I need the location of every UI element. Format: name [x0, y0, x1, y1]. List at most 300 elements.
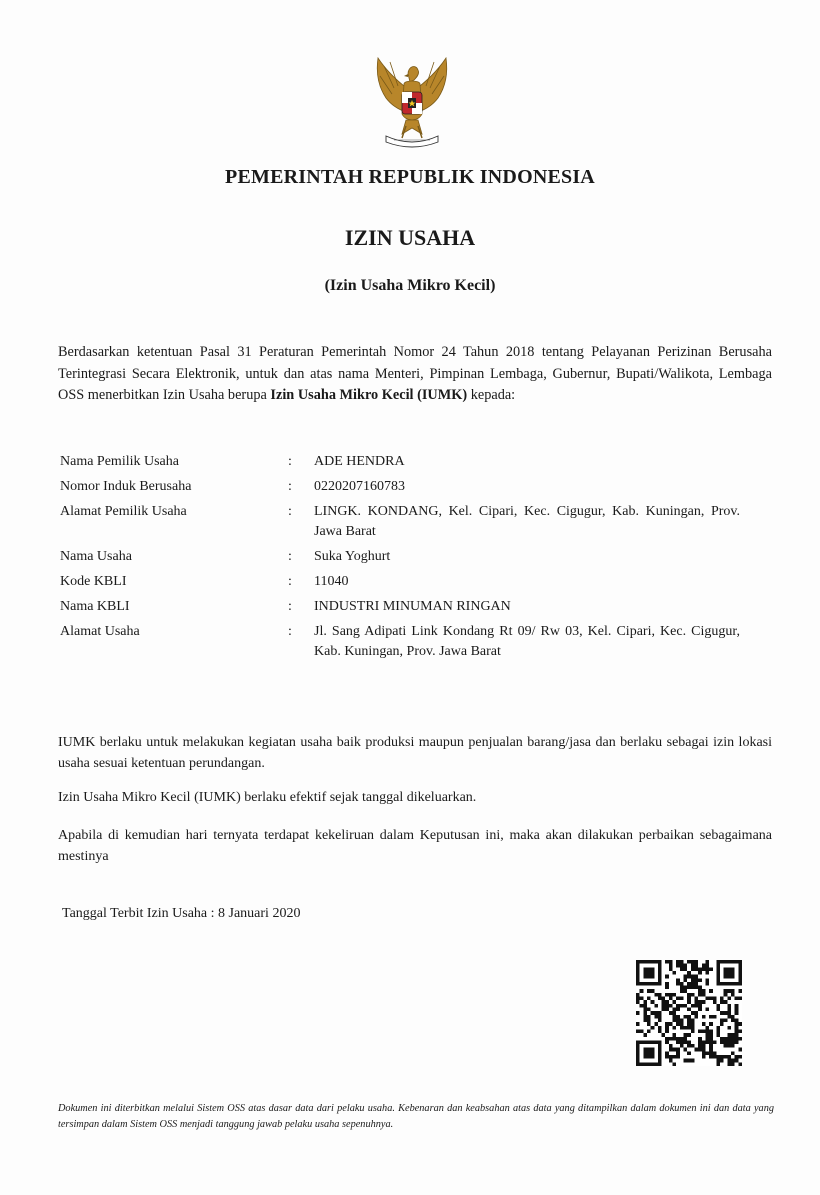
qr-module — [735, 1004, 739, 1008]
qr-module — [673, 971, 677, 975]
qr-module — [658, 1018, 662, 1022]
qr-module — [687, 971, 691, 975]
qr-module — [643, 1062, 647, 1066]
qr-module — [735, 1033, 739, 1037]
qr-module — [724, 1040, 728, 1044]
qr-module — [698, 967, 702, 971]
qr-module — [716, 1008, 720, 1012]
field-label: Nama Usaha — [60, 549, 132, 564]
qr-module — [713, 1000, 717, 1004]
qr-module — [727, 1055, 731, 1059]
qr-module — [691, 1026, 695, 1030]
field-separator: : — [288, 599, 292, 614]
qr-module — [691, 964, 695, 968]
qr-module — [716, 967, 720, 971]
qr-module — [643, 1040, 647, 1044]
qr-module — [731, 989, 735, 993]
qr-module — [647, 1015, 651, 1019]
qr-module — [720, 960, 724, 964]
field-label: Alamat Pemilik Usaha — [60, 504, 187, 519]
qr-module — [640, 982, 644, 986]
qr-module — [687, 975, 691, 979]
qr-module — [640, 1062, 644, 1066]
qr-module — [665, 1029, 669, 1033]
qr-module — [694, 986, 698, 990]
qr-module — [687, 986, 691, 990]
qr-module — [702, 993, 706, 997]
qr-module — [702, 1015, 706, 1019]
qr-module — [640, 960, 644, 964]
qr-module — [654, 1004, 658, 1008]
qr-module — [636, 971, 640, 975]
qr-module — [680, 982, 684, 986]
qr-module — [673, 1033, 677, 1037]
qr-module — [676, 1040, 680, 1044]
qr-module — [647, 982, 651, 986]
qr-module — [665, 982, 669, 986]
qr-module — [709, 1044, 713, 1048]
garuda-emblem-icon — [364, 52, 460, 152]
qr-module — [643, 1015, 647, 1019]
qr-module — [665, 986, 669, 990]
qr-module — [705, 1037, 709, 1041]
qr-module — [731, 1033, 735, 1037]
qr-module — [647, 1040, 651, 1044]
qr-module — [676, 982, 680, 986]
qr-module — [735, 1011, 739, 1015]
qr-module — [687, 982, 691, 986]
qr-module — [684, 1040, 688, 1044]
qr-module — [687, 1051, 691, 1055]
qr-module — [665, 1055, 669, 1059]
qr-module — [684, 978, 688, 982]
qr-module — [735, 997, 739, 1001]
intro-bold-permit: Izin Usaha Mikro Kecil (IUMK) — [270, 387, 468, 403]
qr-module — [658, 1059, 662, 1063]
qr-module — [684, 1059, 688, 1063]
qr-module — [658, 964, 662, 968]
qr-module — [727, 997, 731, 1001]
qr-module — [727, 1059, 731, 1063]
qr-module — [651, 982, 655, 986]
field-value: Jl. Sang Adipati Link Kondang Rt 09/ Rw 03, Kel. Cipari, Kec. Cigugur, Kab. Kuningan, Prov. Jawa Barat — [314, 624, 740, 659]
qr-module — [636, 1062, 640, 1066]
qr-module — [640, 989, 644, 993]
qr-module — [636, 1011, 640, 1015]
qr-module — [680, 1018, 684, 1022]
qr-module — [680, 1040, 684, 1044]
qr-module — [705, 967, 709, 971]
qr-module — [702, 1040, 706, 1044]
qr-module — [694, 967, 698, 971]
qr-module — [643, 1011, 647, 1015]
qr-module — [691, 1022, 695, 1026]
qr-module — [636, 1048, 640, 1052]
qr-module — [713, 1040, 717, 1044]
qr-module — [709, 967, 713, 971]
document-subtitle: (Izin Usaha Mikro Kecil) — [324, 277, 496, 294]
qr-module — [738, 967, 742, 971]
qr-module — [687, 1033, 691, 1037]
qr-module — [694, 960, 698, 964]
qr-module — [665, 1051, 669, 1055]
qr-module — [716, 971, 720, 975]
qr-module — [673, 993, 677, 997]
qr-module — [636, 1029, 640, 1033]
qr-module — [651, 960, 655, 964]
qr-module — [727, 1011, 731, 1015]
qr-module — [709, 1022, 713, 1026]
qr-module — [716, 978, 720, 982]
qr-module — [636, 1059, 640, 1063]
qr-module — [669, 1048, 673, 1052]
qr-module — [724, 1018, 728, 1022]
qr-module — [698, 993, 702, 997]
qr-module — [680, 1022, 684, 1026]
qr-module — [647, 960, 651, 964]
field-value: INDUSTRI MINUMAN RINGAN — [314, 599, 511, 614]
qr-module — [687, 1059, 691, 1063]
qr-module — [636, 1051, 640, 1055]
qr-module — [651, 1026, 655, 1030]
field-value: Suka Yoghurt — [314, 549, 391, 564]
qr-module — [698, 1040, 702, 1044]
qr-module — [636, 1022, 640, 1026]
qr-module — [636, 997, 640, 1001]
qr-module — [647, 975, 651, 979]
qr-module — [651, 989, 655, 993]
qr-module — [676, 997, 680, 1001]
issue-date-separator: : — [207, 906, 219, 921]
qr-module — [669, 1037, 673, 1041]
qr-module — [727, 1033, 731, 1037]
qr-module — [698, 1044, 702, 1048]
qr-module — [720, 997, 724, 1001]
qr-module — [651, 975, 655, 979]
qr-module — [705, 1008, 709, 1012]
qr-module — [669, 997, 673, 1001]
qr-module — [735, 960, 739, 964]
qr-module — [731, 1059, 735, 1063]
qr-module — [738, 1029, 742, 1033]
qr-module — [720, 1055, 724, 1059]
qr-module — [702, 967, 706, 971]
qr-module — [636, 964, 640, 968]
qr-module — [698, 971, 702, 975]
qr-module — [673, 1000, 677, 1004]
qr-module — [665, 975, 669, 979]
qr-module — [676, 1004, 680, 1008]
qr-module — [669, 964, 673, 968]
qr-module — [654, 1011, 658, 1015]
qr-module — [727, 971, 731, 975]
qr-module — [724, 1011, 728, 1015]
field-label: Nomor Induk Berusaha — [60, 479, 192, 494]
issue-date-label: Tanggal Terbit Izin Usaha — [62, 906, 208, 921]
qr-module — [727, 1037, 731, 1041]
qr-module — [665, 1004, 669, 1008]
government-heading: PEMERINTAH REPUBLIK INDONESIA — [225, 166, 595, 188]
qr-module — [709, 1015, 713, 1019]
qr-module — [705, 1033, 709, 1037]
qr-module — [643, 1000, 647, 1004]
qr-module — [738, 975, 742, 979]
qr-module — [720, 982, 724, 986]
qr-module — [636, 993, 640, 997]
qr-module — [676, 1008, 680, 1012]
qr-module — [669, 993, 673, 997]
issue-date-line — [62, 906, 300, 922]
qr-module — [665, 1022, 669, 1026]
qr-module — [698, 989, 702, 993]
qr-module — [669, 1004, 673, 1008]
qr-module — [709, 1051, 713, 1055]
qr-module — [665, 993, 669, 997]
qr-module — [735, 1059, 739, 1063]
qr-module — [640, 997, 644, 1001]
qr-module — [727, 1004, 731, 1008]
qr-module — [709, 1048, 713, 1052]
qr-module — [669, 960, 673, 964]
qr-module — [724, 982, 728, 986]
qr-module — [694, 1048, 698, 1052]
qr-module — [647, 971, 651, 975]
qr-module — [658, 975, 662, 979]
qr-module — [687, 1008, 691, 1012]
qr-module — [705, 997, 709, 1001]
qr-module — [720, 1037, 724, 1041]
qr-module — [735, 1022, 739, 1026]
validity-paragraph: IUMK berlaku untuk melakukan kegiatan usaha baik produksi maupun penjualan barang/jasa dan berlaku sebagai izin lokasi usaha sesuai ketentuan perundangan. — [58, 735, 772, 771]
qr-module — [698, 1037, 702, 1041]
qr-module — [669, 1022, 673, 1026]
qr-module — [651, 1055, 655, 1059]
qr-module — [698, 1008, 702, 1012]
qr-module — [691, 1044, 695, 1048]
qr-module — [694, 975, 698, 979]
qr-module — [673, 1048, 677, 1052]
qr-module — [735, 1008, 739, 1012]
qr-module — [738, 971, 742, 975]
document-title: IZIN USAHA — [344, 225, 476, 250]
qr-module — [643, 1055, 647, 1059]
qr-module — [738, 1062, 742, 1066]
qr-module — [687, 1040, 691, 1044]
qr-module — [691, 967, 695, 971]
qr-module — [709, 1040, 713, 1044]
qr-module — [669, 1055, 673, 1059]
qr-module — [654, 1015, 658, 1019]
qr-module — [651, 1051, 655, 1055]
qr-module — [673, 1008, 677, 1012]
qr-module — [651, 1040, 655, 1044]
qr-module — [716, 964, 720, 968]
qr-module — [716, 960, 720, 964]
qr-module — [687, 993, 691, 997]
qr-module — [651, 1062, 655, 1066]
qr-module — [673, 1037, 677, 1041]
qr-module — [724, 967, 728, 971]
qr-module — [669, 1059, 673, 1063]
qr-module — [694, 997, 698, 1001]
qr-module — [673, 1062, 677, 1066]
qr-module — [654, 982, 658, 986]
qr-module — [636, 1040, 640, 1044]
qr-module — [713, 1015, 717, 1019]
qr-module — [735, 1026, 739, 1030]
qr-module — [684, 967, 688, 971]
qr-module — [705, 960, 709, 964]
qr-module — [713, 1051, 717, 1055]
qr-module — [640, 1040, 644, 1044]
qr-module — [738, 1055, 742, 1059]
qr-module — [676, 978, 680, 982]
qr-module — [713, 997, 717, 1001]
qr-module — [654, 1040, 658, 1044]
qr-module — [709, 1029, 713, 1033]
qr-module — [647, 1022, 651, 1026]
qr-module — [702, 1055, 706, 1059]
qr-module — [724, 1044, 728, 1048]
qr-module — [691, 986, 695, 990]
qr-module — [738, 982, 742, 986]
qr-module — [694, 1000, 698, 1004]
qr-module — [720, 1040, 724, 1044]
field-value: ADE HENDRA — [314, 454, 405, 469]
qr-module — [654, 993, 658, 997]
qr-module — [662, 1000, 666, 1004]
qr-module — [684, 1048, 688, 1052]
qr-module — [724, 989, 728, 993]
qr-module — [705, 1040, 709, 1044]
qr-module — [658, 1044, 662, 1048]
qr-module — [731, 1051, 735, 1055]
qr-module — [676, 1048, 680, 1052]
qr-module — [698, 1004, 702, 1008]
qr-module — [687, 1000, 691, 1004]
qr-module — [735, 982, 739, 986]
qr-module — [658, 1011, 662, 1015]
qr-module — [694, 1004, 698, 1008]
qr-module — [665, 1040, 669, 1044]
qr-module — [698, 986, 702, 990]
qr-module — [709, 1055, 713, 1059]
qr-module — [643, 1004, 647, 1008]
qr-module — [731, 1040, 735, 1044]
qr-module — [735, 1018, 739, 1022]
qr-module — [731, 960, 735, 964]
qr-module — [716, 1059, 720, 1063]
field-label: Kode KBLI — [60, 574, 127, 589]
intro-text: Berdasarkan ketentuan Pasal 31 Peraturan Pemerintah Nomor 24 Tahun 2018 tentang Pelayanan Perizinan Berusaha Terintegrasi Secara Elektronik, untuk dan atas nama Menteri, Pimpinan Lembaga, Gubernur, Bupati/Walikota, Lembaga OSS menerbitkan Izin Usaha berupa — [58, 344, 772, 403]
qr-module — [731, 1018, 735, 1022]
qr-module — [727, 1015, 731, 1019]
qr-module — [705, 964, 709, 968]
qr-module — [702, 989, 706, 993]
qr-module — [731, 993, 735, 997]
qr-module — [654, 1062, 658, 1066]
qr-module — [684, 1033, 688, 1037]
qr-module — [687, 1044, 691, 1048]
qr-module — [662, 997, 666, 1001]
field-value: 11040 — [314, 574, 349, 589]
qr-module — [647, 1029, 651, 1033]
qr-module — [676, 960, 680, 964]
qr-module — [636, 1055, 640, 1059]
qr-module — [731, 1015, 735, 1019]
qr-module — [673, 1015, 677, 1019]
qr-module — [724, 960, 728, 964]
qr-module — [705, 1051, 709, 1055]
qr-module — [676, 1015, 680, 1019]
qr-module — [691, 1018, 695, 1022]
qr-module — [716, 1062, 720, 1066]
qr-module — [673, 1018, 677, 1022]
qr-module — [658, 960, 662, 964]
qr-module — [731, 1037, 735, 1041]
intro-paragraph — [58, 342, 772, 407]
qr-module — [713, 1055, 717, 1059]
qr-module — [727, 975, 731, 979]
qr-module — [658, 1029, 662, 1033]
qr-module — [738, 1048, 742, 1052]
qr-module — [643, 1033, 647, 1037]
qr-module — [735, 1040, 739, 1044]
qr-module — [731, 1044, 735, 1048]
qr-module — [705, 982, 709, 986]
qr-module — [665, 1037, 669, 1041]
qr-module — [636, 1044, 640, 1048]
qr-module — [687, 997, 691, 1001]
qr-module — [694, 978, 698, 982]
qr-module — [680, 1004, 684, 1008]
qr-module — [698, 1048, 702, 1052]
qr-module — [680, 986, 684, 990]
qr-module — [698, 978, 702, 982]
qr-module — [720, 1059, 724, 1063]
field-separator: : — [288, 454, 292, 469]
qr-module — [658, 1051, 662, 1055]
qr-module — [665, 1026, 669, 1030]
qr-module — [651, 1048, 655, 1052]
qr-module — [735, 1029, 739, 1033]
footer-disclaimer: Dokumen ini diterbitkan melalui Sistem OSS atas dasar data dari pelaku usaha. Kebenaran dan keabsahan atas data yang ditampilkan dalam dokumen ini dan data yang tersimpan dalam Sistem OSS menjadi tanggung jawab pelaku usaha sepenuhnya. — [58, 1103, 774, 1130]
qr-module — [643, 960, 647, 964]
qr-module — [647, 1055, 651, 1059]
qr-module — [720, 1000, 724, 1004]
field-separator: : — [288, 504, 292, 519]
qr-module — [643, 1051, 647, 1055]
qr-module — [640, 1004, 644, 1008]
qr-module — [720, 1011, 724, 1015]
qr-module — [716, 1026, 720, 1030]
qr-module — [691, 975, 695, 979]
intro-tail: kepada: — [470, 387, 516, 403]
qr-module — [705, 1029, 709, 1033]
qr-module — [731, 967, 735, 971]
qr-module — [738, 1037, 742, 1041]
qr-module — [647, 1018, 651, 1022]
field-label: Alamat Usaha — [60, 624, 140, 639]
qr-module — [658, 1062, 662, 1066]
qr-module — [680, 1037, 684, 1041]
qr-module — [709, 989, 713, 993]
qr-module — [647, 1062, 651, 1066]
qr-module — [636, 960, 640, 964]
qr-module — [691, 1029, 695, 1033]
qr-module — [694, 1011, 698, 1015]
qr-module — [680, 1044, 684, 1048]
